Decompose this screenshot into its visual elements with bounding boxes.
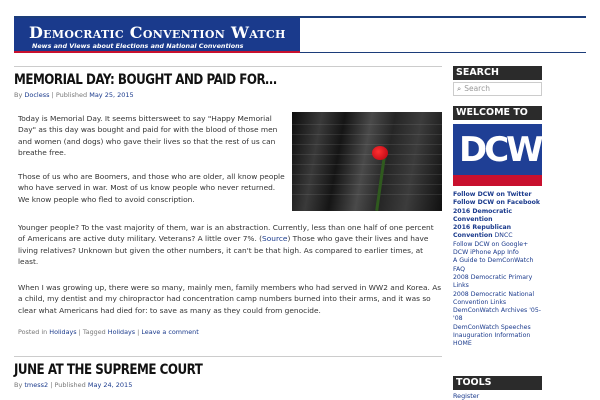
sidebar-link-faq[interactable]: FAQ xyxy=(453,265,465,273)
site-banner[interactable] xyxy=(14,18,300,53)
main-content xyxy=(14,66,442,389)
post-meta-label: By xyxy=(14,91,25,99)
post-published-label: Published xyxy=(55,91,88,99)
welcome-widget-title: WELCOME TO xyxy=(453,106,542,120)
search-widget-title: SEARCH xyxy=(453,66,542,80)
rose-flower xyxy=(372,146,388,160)
dcw-logo-text: DCW xyxy=(459,130,541,170)
post-footer: Posted in Holidays | Tagged Holidays | Leave a comment xyxy=(18,328,199,336)
post-date-link[interactable]: May 25, 2015 xyxy=(89,91,134,99)
leave-comment-link[interactable]: Leave a comment xyxy=(141,328,199,336)
post-paragraph-3: Younger people? To the vast majority of them, war is an abstraction. Currently, less than one half of one percent of Americans are active duty military. Veterans? A little over 7%. (Source) Those who gave their lives and have living relatives? Unknown but given the other numbers, it can't be that high. As compared to earlier times, at least. xyxy=(18,223,434,267)
header-divider xyxy=(300,52,586,53)
category-link[interactable]: Holidays xyxy=(49,328,77,336)
search-icon: ⌕ xyxy=(457,84,462,93)
post-date-link[interactable]: May 24, 2015 xyxy=(87,381,133,389)
sidebar-link-twitter[interactable]: Follow DCW on Twitter xyxy=(453,191,532,198)
search-input[interactable] xyxy=(453,82,542,96)
sidebar-link-2016-republican[interactable]: 2016 Republican Convention DNCC xyxy=(453,224,513,240)
post-paragraph-1: Today is Memorial Day. It seems bittersweet to say "Happy Memorial Day" as this day was bought and paid for with the blood of those men and women (and dogs) who gave their lives so that the rest of us can breathe free. xyxy=(18,114,278,158)
sidebar-link-home[interactable]: HOME xyxy=(453,340,472,348)
sidebar xyxy=(453,66,542,400)
sidebar-link-archives[interactable]: DemConWatch Archives '05-'08 xyxy=(453,307,542,323)
tools-widget xyxy=(453,376,542,400)
post-title[interactable]: JUNE AT THE SUPREME COURT xyxy=(14,362,203,378)
sidebar-link-guide[interactable]: A Guide to DemConWatch xyxy=(453,257,534,265)
post-paragraph-2: Those of us who are Boomers, and those who are older, all know people who have served in war. Most of us know people who never returned. We know people who fled to avoid conscription. xyxy=(18,172,285,204)
sidebar-link-2008-convention[interactable]: 2008 Democratic National Convention Links xyxy=(453,290,535,306)
site-tagline: News and Views about Elections and National Conventions xyxy=(32,42,244,50)
tools-widget-title: TOOLS xyxy=(453,376,542,390)
sidebar-link-2008-primary[interactable]: 2008 Democratic Primary Links xyxy=(453,273,533,290)
post-paragraph-4: When I was growing up, there were so many, mainly men, family members who had served in WW2 and Korea. As a child, my dentist and my chiropractor had concentration camp numbers burned into their arms, and it was so clear what Americans had died for: to save as many as they could from genocide. xyxy=(18,283,442,315)
tag-link[interactable]: Holidays xyxy=(107,328,136,336)
sidebar-links xyxy=(453,191,542,349)
sidebar-link-2016-democratic[interactable]: 2016 Democratic Convention xyxy=(453,207,513,223)
post-title[interactable]: MEMORIAL DAY: BOUGHT AND PAID FOR… xyxy=(14,72,277,88)
post-author-link[interactable]: Docless xyxy=(24,91,50,99)
post-photo[interactable] xyxy=(292,112,442,211)
logo-red-bar xyxy=(453,175,542,186)
post-author-link[interactable]: tmess2 xyxy=(24,381,49,389)
dcw-logo[interactable] xyxy=(453,124,542,186)
site-title[interactable]: Democratic Convention Watch xyxy=(29,23,286,42)
banner-red-strip xyxy=(14,51,300,53)
source-link[interactable]: Source xyxy=(262,234,288,244)
sidebar-link-facebook[interactable]: Follow DCW on Facebook xyxy=(453,199,541,207)
post-divider xyxy=(14,66,442,67)
post-2 xyxy=(14,356,442,389)
sidebar-link-iphone[interactable]: DCW iPhone App Info xyxy=(453,249,519,257)
post-meta: By tmess2 | Published May 24, 2015 xyxy=(14,381,133,389)
sidebar-link-speeches[interactable]: DemConWatch Speeches xyxy=(453,323,531,331)
tools-link-register[interactable]: Register xyxy=(453,392,480,400)
search-placeholder: Search xyxy=(464,84,490,93)
post-divider xyxy=(14,356,442,357)
post-meta: By Docless | Published May 25, 2015 xyxy=(14,91,134,99)
sidebar-link-google[interactable]: Follow DCW on Google+ xyxy=(453,240,529,248)
sidebar-link-inauguration[interactable]: Inauguration Information xyxy=(453,332,531,340)
